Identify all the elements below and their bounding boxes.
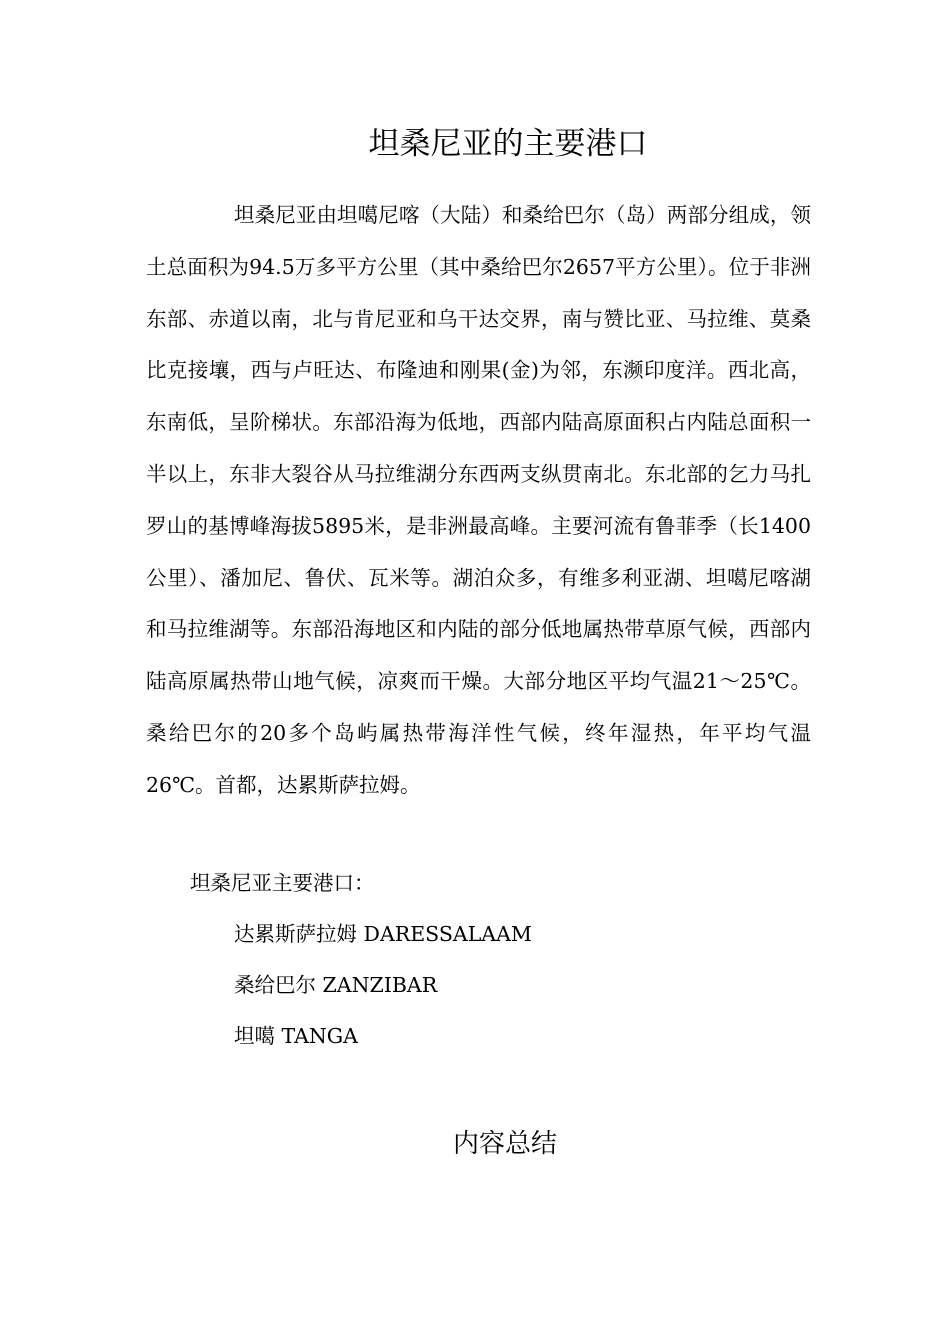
document-title: 坦桑尼亚的主要港口 — [368, 126, 648, 162]
ports-list — [234, 909, 532, 1062]
port-item-tanga: 坦噶 TANGA — [234, 1024, 358, 1048]
ports-heading: 坦桑尼亚主要港口： — [190, 871, 375, 895]
summary-heading: 内容总结 — [452, 1129, 557, 1159]
body-paragraph: 坦桑尼亚由坦噶尼喀（大陆）和桑给巴尔（岛）两部分组成，领土总面积为94.5万多平方公里（其中桑给巴尔2657平方公里）。位于非洲东部、赤道以南，北与肯尼亚和乌干达交界，南与赞比亚、马拉维、莫桑比克接壤，西与卢旺达、布隆迪和刚果(金)为邻，东濒印度洋。西北高，东南低，呈阶梯状。东部沿海为低地，西部内陆高原面积占内陆总面积一半以上，东非大裂谷从马拉维湖分东西两支纵贯南北。东北部的乞力马扎罗山的基博峰海拔5895米，是非洲最高峰。主要河流有鲁菲季（长1400公里）、潘加尼、鲁伏、瓦米等。湖泊众多，有维多利亚湖、坦噶尼喀湖和马拉维湖等。东部沿海地区和内陆的部分低地属热带草原气候，西部内陆高原属热带山地气候，凉爽而干燥。大部分地区平均气温21～25℃。桑给巴尔的20多个岛屿属热带海洋性气候，终年湿热，年平均气温26℃。首都，达累斯萨拉姆。 — [146, 203, 811, 797]
port-item-zanzibar: 桑给巴尔 ZANZIBAR — [234, 973, 438, 997]
port-item-daressalaam: 达累斯萨拉姆 DARESSALAAM — [234, 922, 532, 946]
